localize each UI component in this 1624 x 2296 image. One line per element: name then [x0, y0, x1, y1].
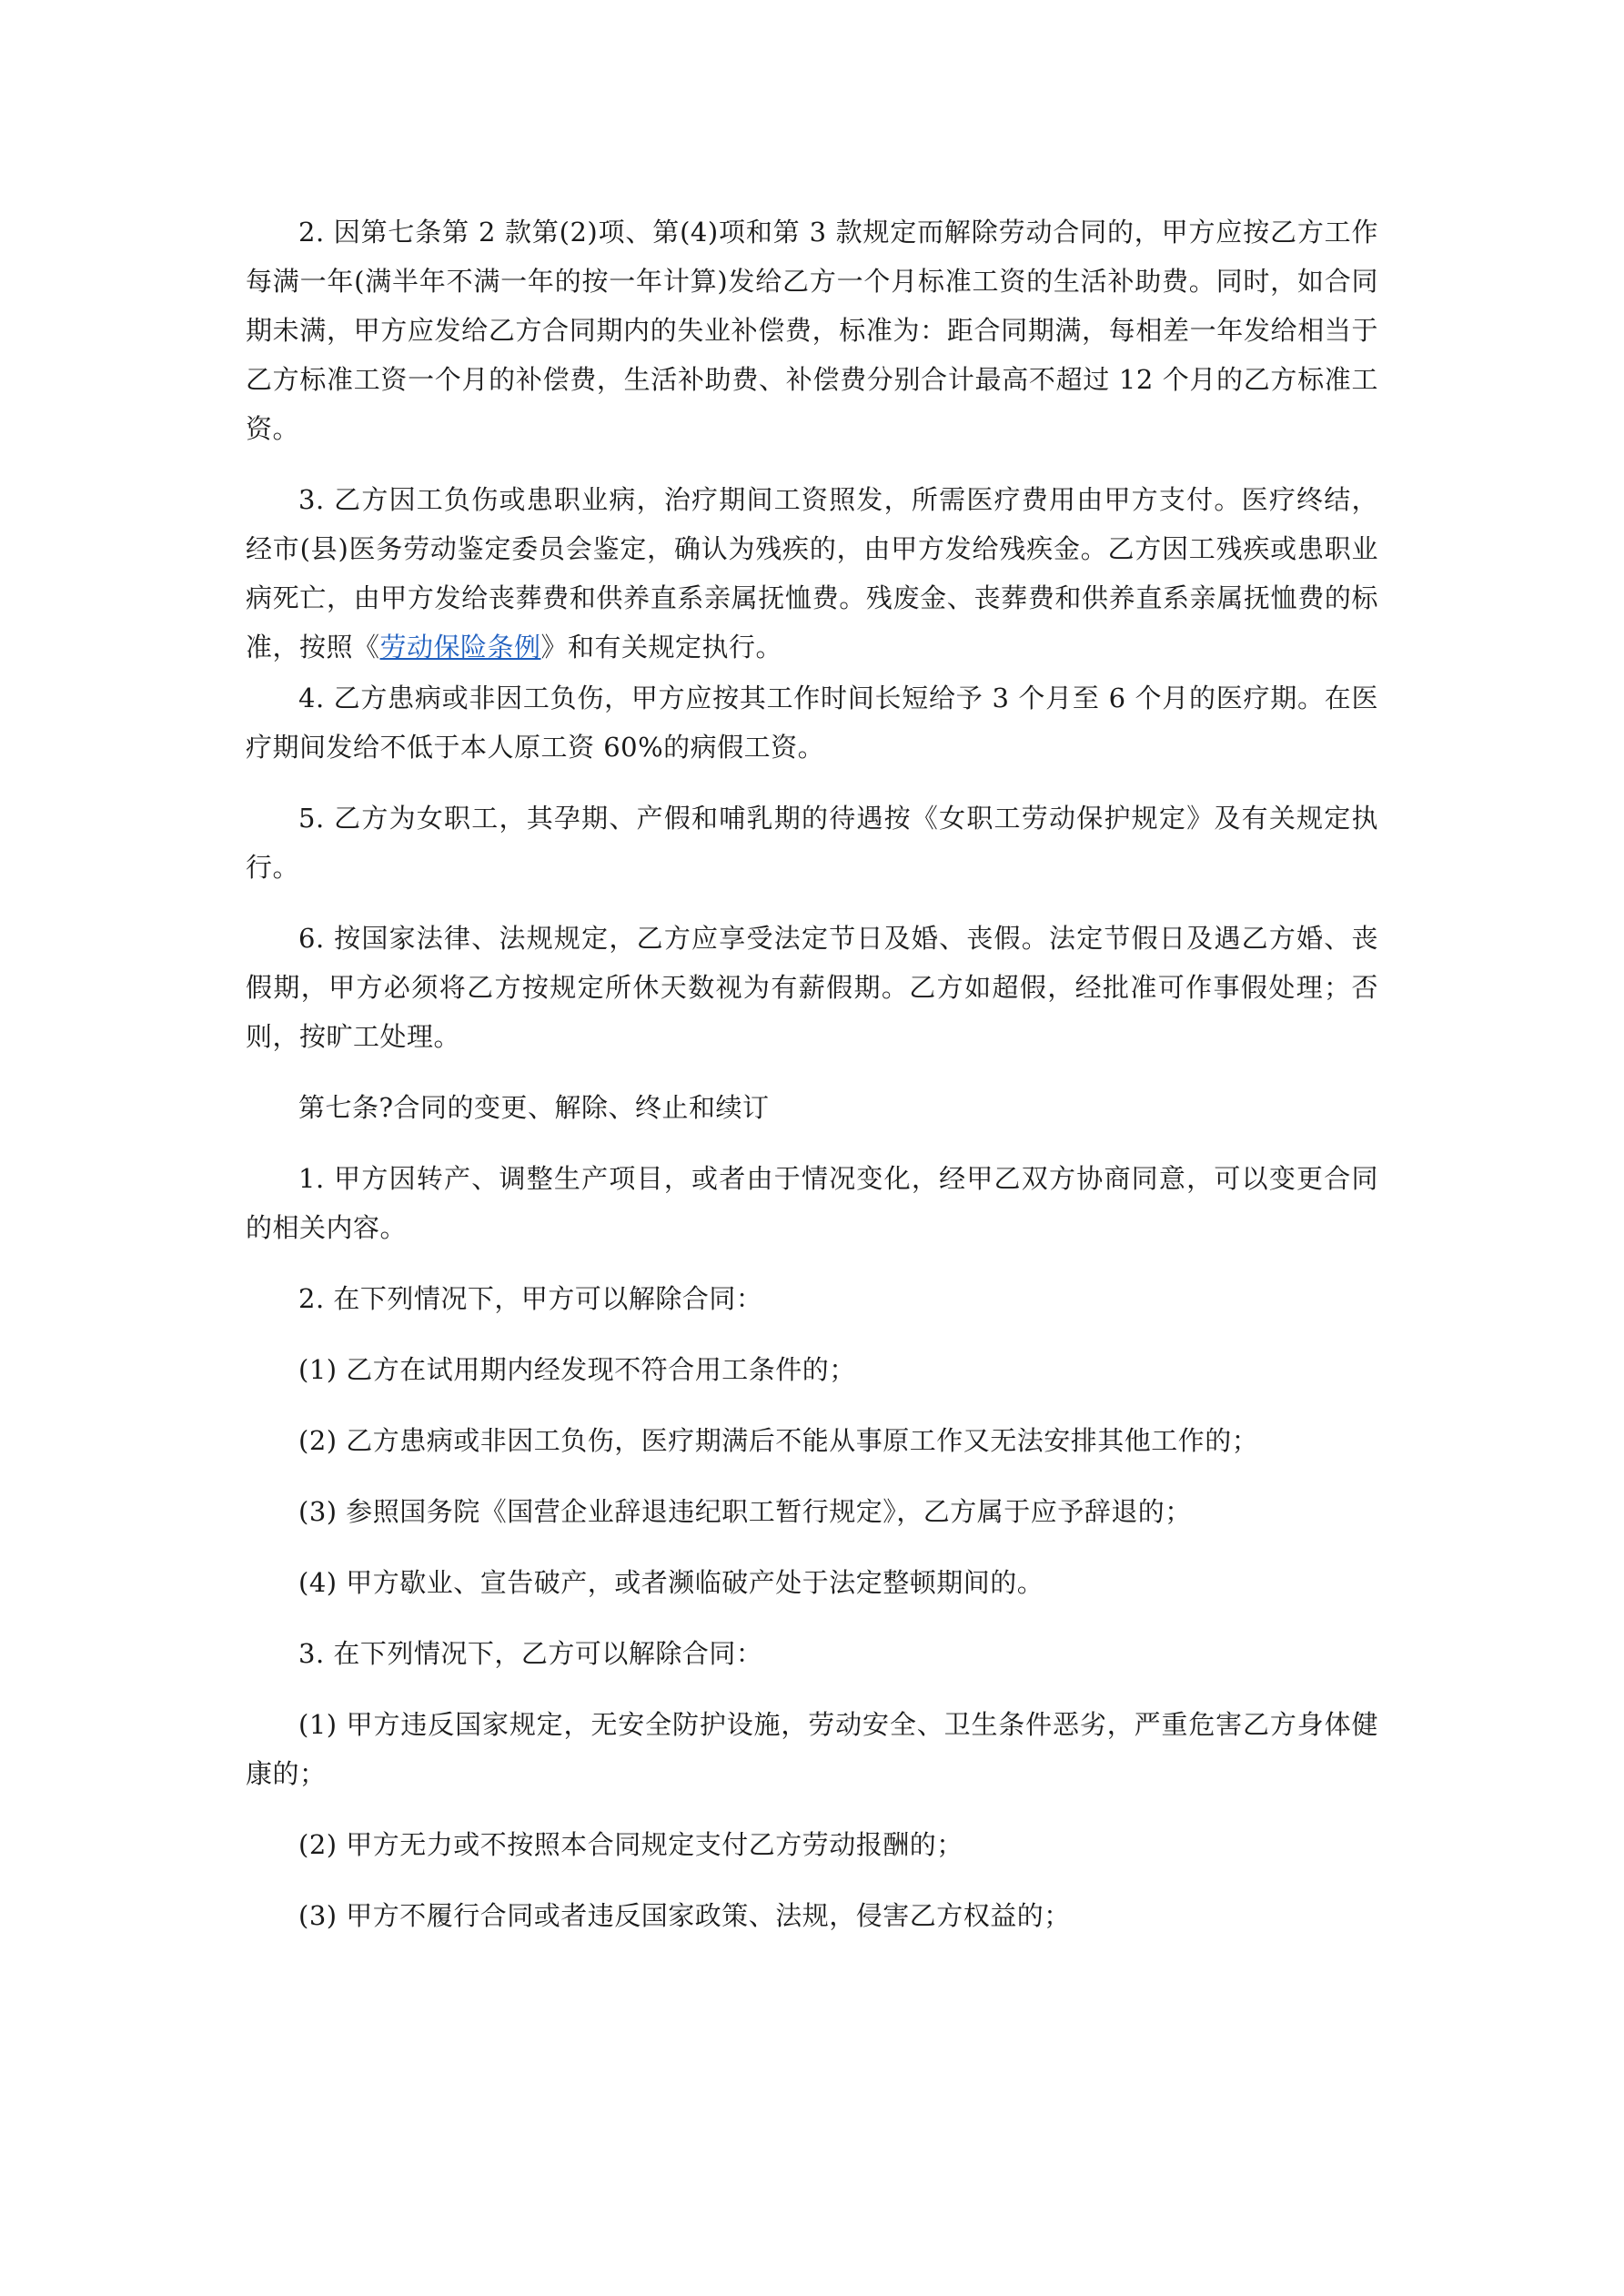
clause-7-2-compensation: 2. 因第七条第 2 款第(2)项、第(4)项和第 3 款规定而解除劳动合同的，甲方应按乙方工作每满一年(满半年不满一年的按一年计算)发给乙方一个月标准工资的生活补助费。同时，如合同期未满，甲方应发给乙方合同期内的失业补偿费，标准为：距合同期满，每相差一年发给相当于乙方标准工资一个月的补偿费，生活补助费、补偿费分别合计最高不超过 12 个月的乙方标准工资。 — [246, 217, 1378, 444]
article-7-item-2-sub-1: (1) 乙方在试用期内经发现不符合用工条件的； — [298, 1354, 856, 1385]
article-7-item-3-sub-2: (2) 甲方无力或不按照本合同规定支付乙方劳动报酬的； — [298, 1829, 963, 1860]
article-7-item-3-sub-1: (1) 甲方违反国家规定，无安全防护设施，劳动安全、卫生条件恶劣，严重危害乙方身体健康的； — [246, 1709, 1378, 1789]
article-7-item-3-sub-3: (3) 甲方不履行合同或者违反国家政策、法规，侵害乙方权益的； — [298, 1900, 1071, 1931]
clause-4-sick-leave: 4. 乙方患病或非因工负伤，甲方应按其工作时间长短给予 3 个月至 6 个月的医疗期。在医疗期间发给不低于本人原工资 60%的病假工资。 — [246, 683, 1378, 763]
document-page — [246, 207, 1378, 1962]
clause-3-text-before: 3. 乙方因工负伤或患职业病，治疗期间工资照发，所需医疗费用由甲方支付。医疗终结，经市(县)医务劳动鉴定委员会鉴定，确认为残疾的，由甲方发给残疾金。乙方因工残疾或患职业病死亡，由甲方发给丧葬费和供养直系亲属抚恤费。残废金、丧葬费和供养直系亲属抚恤费的标准，按照《 — [246, 484, 1378, 663]
clause-3-text-after: 》和有关规定执行。 — [540, 632, 783, 663]
article-7-item-2-sub-2: (2) 乙方患病或非因工负伤，医疗期满后不能从事原工作又无法安排其他工作的； — [298, 1425, 1259, 1456]
article-7-item-1: 1. 甲方因转产、调整生产项目，或者由于情况变化，经甲乙双方协商同意，可以变更合同的相关内容。 — [246, 1163, 1378, 1243]
clause-5-female-workers: 5. 乙方为女职工，其孕期、产假和哺乳期的待遇按《女职工劳动保护规定》及有关规定执行。 — [246, 803, 1378, 883]
article-7-heading: 第七条?合同的变更、解除、终止和续订 — [298, 1092, 770, 1123]
clause-6-holidays: 6. 按国家法律、法规规定，乙方应享受法定节日及婚、丧假。法定节假日及遇乙方婚、丧假期，甲方必须将乙方按规定所休天数视为有薪假期。乙方如超假，经批准可作事假处理；否则，按旷工处理。 — [246, 923, 1378, 1052]
article-7-item-2-sub-4: (4) 甲方歇业、宣告破产，或者濒临破产处于法定整顿期间的。 — [298, 1567, 1044, 1598]
article-7-item-3: 3. 在下列情况下，乙方可以解除合同： — [298, 1638, 763, 1669]
article-7-item-2: 2. 在下列情况下，甲方可以解除合同： — [298, 1283, 763, 1314]
labor-insurance-regulations-link[interactable]: 劳动保险条例 — [379, 632, 541, 663]
article-7-item-2-sub-3: (3) 参照国务院《国营企业辞退违纪职工暂行规定》，乙方属于应予辞退的； — [298, 1496, 1192, 1527]
clause-3-work-injury — [246, 475, 1378, 672]
